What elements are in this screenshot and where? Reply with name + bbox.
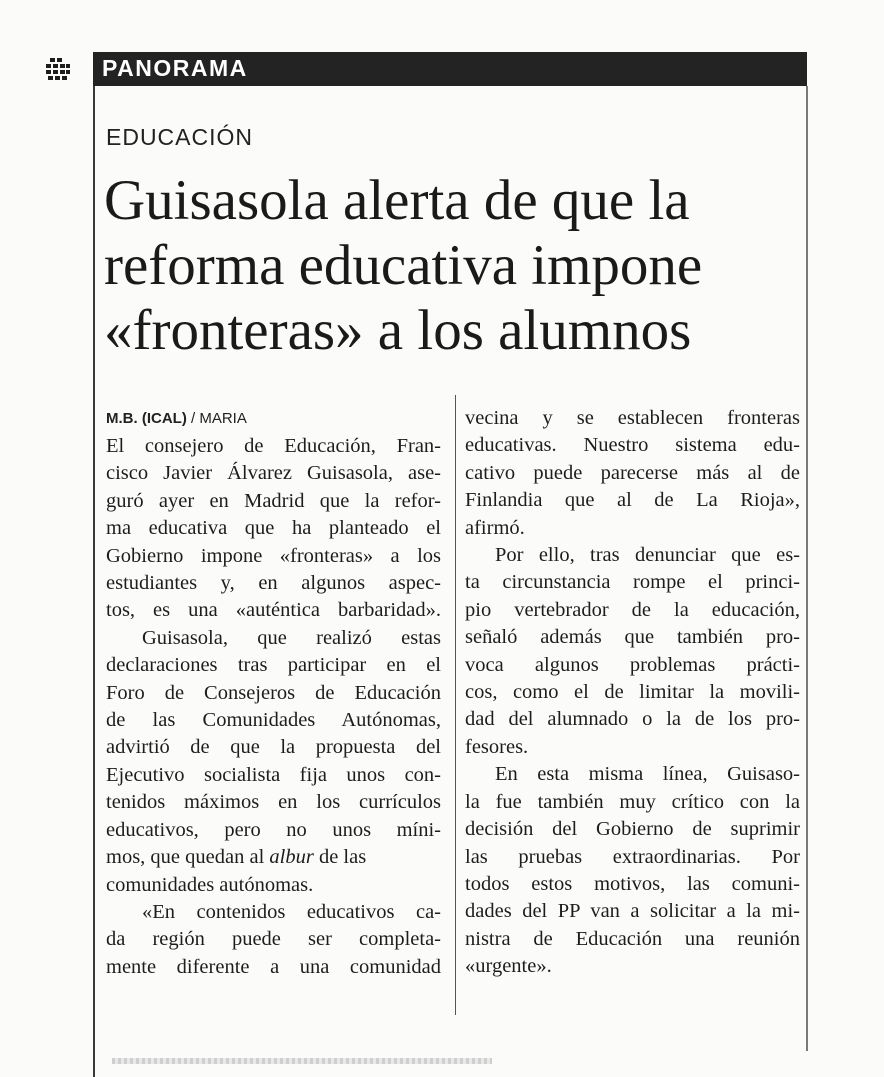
body-line: En esta misma línea, Guisaso-	[495, 763, 800, 786]
body-line: «En contenidos educativos ca-	[142, 900, 441, 923]
byline-separator: /	[186, 410, 200, 427]
body-line: afirmó.	[465, 516, 525, 539]
body-line: Finlandia que al de La Rioja»,	[465, 489, 800, 512]
body-line	[106, 844, 441, 871]
body-line: decisión del Gobierno de suprimir	[465, 818, 800, 841]
body-line: vecina y se establecen fronteras	[465, 407, 800, 429]
body-line: Ejecutivo socialista fija unos con-	[106, 763, 441, 786]
body-line: señaló además que también pro-	[465, 626, 800, 649]
headline-line: «fronteras» a los alumnos	[104, 299, 692, 362]
body-line: tenidos máximos en los currículos	[106, 791, 441, 814]
body-text-italic: albur	[269, 846, 314, 869]
body-line: da región puede ser completa-	[106, 928, 441, 951]
body-line: estudiantes y, en algunos aspec-	[106, 572, 441, 595]
body-line: «urgente».	[465, 955, 552, 978]
article-section: EDUCACIÓN	[106, 124, 254, 150]
body-line: cos, como el de limitar la movili-	[465, 681, 800, 704]
body-line: Gobierno impone «fronteras» a los	[106, 544, 441, 567]
body-line: cativo puede parecerse más al de	[465, 461, 800, 484]
body-line: nistra de Educación una reunión	[465, 927, 800, 950]
body-text: mos, que quedan al	[106, 846, 270, 869]
body-line: la fue también muy crítico con la	[465, 790, 800, 813]
frame-left-rule	[93, 86, 95, 1077]
body-line: Foro de Consejeros de Educación	[106, 681, 441, 704]
body-line: de las Comunidades Autónomas,	[106, 709, 441, 732]
body-line: El consejero de Educación, Fran-	[106, 435, 441, 457]
body-line: declaraciones tras participar en el	[106, 654, 441, 677]
body-line: cisco Javier Álvarez Guisasola, ase-	[106, 462, 441, 485]
body-line: guró ayer en Madrid que la refor-	[106, 489, 441, 512]
body-line: todos estos motivos, las comuni-	[465, 872, 800, 895]
body-line: fesores.	[465, 735, 529, 758]
byline-author: M.B. (ICAL)	[106, 410, 187, 427]
body-line: pio vertebrador de la educación,	[465, 598, 800, 621]
body-line: tos, es una «auténtica barbaridad».	[106, 599, 441, 622]
body-line: dades del PP van a solicitar a la mi-	[465, 900, 800, 923]
article-column-2	[465, 405, 800, 981]
body-line: ma educativa que ha planteado el	[106, 517, 441, 540]
bottom-rule	[112, 1058, 492, 1064]
frame-right-rule	[806, 86, 808, 1051]
body-line: Por ello, tras denunciar que es-	[495, 544, 800, 567]
body-line: voca algunos problemas prácti-	[465, 653, 800, 676]
body-line: advirtió de que la propuesta del	[106, 736, 441, 759]
body-line: educativas. Nuestro sistema edu-	[465, 434, 800, 457]
body-line: las pruebas extraordinarias. Por	[465, 845, 800, 868]
column-divider	[455, 395, 456, 1015]
article-headline	[104, 168, 804, 363]
headline-line: reforma educativa impone	[104, 234, 703, 297]
globe-grid-icon	[44, 55, 72, 83]
article-column-1	[106, 433, 441, 981]
body-text: de las	[313, 846, 367, 869]
body-line: Guisasola, que realizó estas	[142, 626, 441, 649]
body-line: ta circunstancia rompe el princi-	[465, 571, 800, 594]
byline-place: MARIA	[199, 410, 247, 427]
body-line: mente diferente a una comunidad	[106, 955, 441, 978]
body-line: educativos, pero no unos míni-	[106, 818, 441, 841]
body-line: dad del alumnado o la de los pro-	[465, 708, 800, 731]
byline	[106, 410, 247, 427]
headline-line: Guisasola alerta de que la	[104, 169, 690, 232]
section-bar-label: PANORAMA	[102, 55, 248, 81]
body-line: comunidades autónomas.	[106, 873, 314, 896]
